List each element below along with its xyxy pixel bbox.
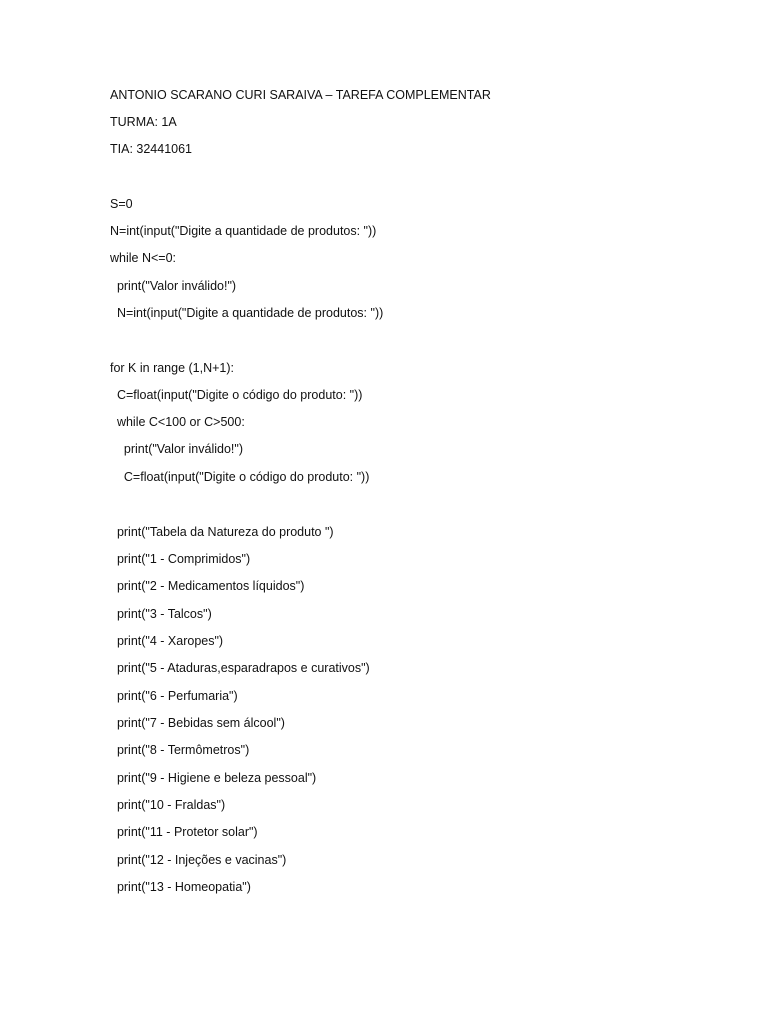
code-line: while N<=0: [110, 251, 177, 265]
code-line: print("1 - Comprimidos") [110, 552, 251, 566]
code-line: print("13 - Homeopatia") [110, 880, 251, 894]
code-line: C=float(input("Digite o código do produto: ")) [110, 388, 363, 402]
class-label: TURMA: 1A [110, 115, 177, 129]
code-line: for K in range (1,N+1): [110, 361, 235, 375]
code-line: print("9 - Higiene e beleza pessoal") [110, 771, 317, 785]
document-title: ANTONIO SCARANO CURI SARAIVA – TAREFA COMPLEMENTAR [110, 88, 491, 102]
code-line: print("Valor inválido!") [110, 442, 243, 456]
code-line: C=float(input("Digite o código do produto: ")) [110, 470, 370, 484]
code-line: print("3 - Talcos") [110, 607, 212, 621]
code-line: print("6 - Perfumaria") [110, 689, 238, 703]
code-line: print("5 - Ataduras,esparadrapos e curativos") [110, 661, 370, 675]
code-line: print("4 - Xaropes") [110, 634, 224, 648]
code-line: print("2 - Medicamentos líquidos") [110, 579, 305, 593]
code-line: N=int(input("Digite a quantidade de produtos: ")) [110, 224, 377, 238]
code-line: N=int(input("Digite a quantidade de produtos: ")) [110, 306, 384, 320]
code-line: S=0 [110, 197, 133, 211]
code-line: print("7 - Bebidas sem álcool") [110, 716, 285, 730]
code-line: print("Tabela da Natureza do produto ") [110, 525, 334, 539]
code-line: print("11 - Protetor solar") [110, 825, 258, 839]
code-line: print("8 - Termômetros") [110, 743, 250, 757]
code-line: while C<100 or C>500: [110, 415, 245, 429]
code-line: print("12 - Injeções e vacinas") [110, 853, 287, 867]
student-id-label: TIA: 32441061 [110, 142, 193, 156]
code-line: print("Valor inválido!") [110, 279, 237, 293]
code-line: print("10 - Fraldas") [110, 798, 226, 812]
